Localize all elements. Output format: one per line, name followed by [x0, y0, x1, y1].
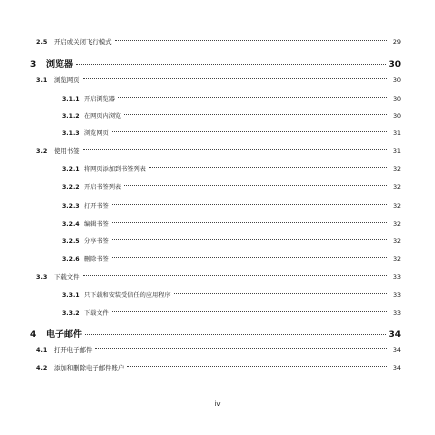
- toc-entry-number: 4.2: [36, 364, 48, 372]
- toc-entry[interactable]: [62, 219, 401, 228]
- toc-entry-title: 浏览器: [46, 60, 74, 70]
- dot-leader: [83, 78, 387, 79]
- toc-entry-number: 3.1: [36, 76, 48, 84]
- toc-entry[interactable]: [30, 327, 401, 340]
- toc-entry-title: 开启浏览器: [84, 96, 115, 103]
- dot-leader: [124, 114, 387, 115]
- toc-entry-page: 34: [392, 346, 401, 354]
- toc-entry-page: 30: [393, 113, 401, 120]
- toc-entry[interactable]: [30, 57, 401, 70]
- dot-leader: [124, 185, 387, 186]
- toc-entry-number: 3.3.2: [62, 310, 80, 317]
- toc-entry[interactable]: [36, 75, 401, 84]
- toc-entry-title: 浏览网页: [84, 130, 109, 137]
- toc-entry-title: 开启书签列表: [84, 184, 122, 191]
- toc-entry-title: 在网页内浏览: [84, 113, 122, 120]
- toc-entry-title: 删除书签: [84, 256, 109, 263]
- toc-entry[interactable]: [36, 345, 401, 354]
- toc-entry-number: 3.2.6: [62, 256, 80, 263]
- toc-entry-title: 电子邮件: [46, 330, 83, 340]
- toc-entry[interactable]: [62, 94, 401, 103]
- toc-entry-page: 30: [388, 60, 401, 70]
- toc-entry-title: 浏览网页: [54, 76, 80, 84]
- toc-entry[interactable]: [62, 182, 401, 191]
- dot-leader: [112, 131, 387, 132]
- toc-entry-number: 3.2.3: [62, 203, 80, 210]
- toc-entry[interactable]: [62, 290, 401, 299]
- toc-entry-page: 32: [393, 166, 401, 173]
- toc-entry-page: 32: [393, 184, 401, 191]
- toc-entry-page: 33: [393, 292, 401, 299]
- toc-entry[interactable]: [36, 363, 401, 372]
- toc-entry-title: 下载文件: [84, 310, 109, 317]
- toc-entry-title: 开启或关闭飞行模式: [54, 38, 112, 46]
- toc-entry-title: 将网页添加到书签列表: [84, 166, 146, 173]
- toc-entry-page: 33: [393, 310, 401, 317]
- toc-entry-title: 编辑书签: [84, 221, 109, 228]
- dot-leader: [118, 97, 387, 98]
- toc-entry-number: 3.2: [36, 147, 48, 155]
- toc-entry[interactable]: [62, 201, 401, 210]
- dot-leader: [95, 348, 387, 349]
- toc-entry-title: 使用书签: [54, 147, 80, 155]
- dot-leader: [149, 167, 387, 168]
- dot-leader: [112, 239, 387, 240]
- toc-entry[interactable]: [36, 272, 401, 281]
- toc-entry-number: 3.2.4: [62, 221, 80, 228]
- toc-entry[interactable]: [36, 146, 401, 155]
- page-number: iv: [214, 400, 221, 408]
- toc-entry-page: 29: [392, 38, 401, 46]
- toc-entry[interactable]: [62, 236, 401, 245]
- toc-entry[interactable]: [62, 254, 401, 263]
- toc-entry-title: 添加和删除电子邮件账户: [54, 364, 125, 372]
- dot-leader: [112, 204, 387, 205]
- toc-entry-page: 32: [393, 256, 401, 263]
- toc-entry[interactable]: [62, 111, 401, 120]
- dot-leader: [174, 293, 387, 294]
- toc-entry-page: 30: [392, 76, 401, 84]
- toc-entry-number: 3.3.1: [62, 292, 80, 299]
- toc-entry-number: 3.1.2: [62, 113, 80, 120]
- toc-entry-page: 32: [393, 238, 401, 245]
- toc-entry-title: 打开书签: [84, 203, 109, 210]
- toc-entry-number: 4: [30, 330, 37, 340]
- toc-entry-number: 3.2.2: [62, 184, 80, 191]
- toc-entry-page: 30: [393, 96, 401, 103]
- toc-entry-title: 分享书签: [84, 238, 109, 245]
- dot-leader: [127, 366, 387, 367]
- toc-entry-number: 3.1.1: [62, 96, 80, 103]
- toc-entry-page: 34: [392, 364, 401, 372]
- toc-entry-number: 3.1.3: [62, 130, 80, 137]
- dot-leader: [112, 311, 387, 312]
- dot-leader: [112, 222, 387, 223]
- toc-entry-title: 下载文件: [54, 273, 80, 281]
- toc-entry-page: 31: [392, 147, 401, 155]
- toc-entry-number: 4.1: [36, 346, 48, 354]
- toc-entry-page: 31: [393, 130, 401, 137]
- toc-entry-number: 3.2.1: [62, 166, 80, 173]
- toc-entry-number: 3: [30, 60, 37, 70]
- toc-entry[interactable]: [62, 164, 401, 173]
- toc-entry[interactable]: [36, 37, 401, 46]
- toc-entry-page: 32: [393, 221, 401, 228]
- toc-entry-number: 3.2.5: [62, 238, 80, 245]
- toc-entry-page: 34: [388, 330, 401, 340]
- toc-entry-page: 32: [393, 203, 401, 210]
- dot-leader: [112, 257, 387, 258]
- toc-entry-title: 打开电子邮件: [54, 346, 93, 354]
- dot-leader: [83, 275, 387, 276]
- toc-entry-number: 2.5: [36, 38, 48, 46]
- dot-leader: [115, 40, 387, 41]
- dot-leader: [76, 64, 386, 65]
- toc-entry[interactable]: [62, 308, 401, 317]
- dot-leader: [83, 149, 387, 150]
- dot-leader: [85, 334, 386, 335]
- toc-entry-page: 33: [392, 273, 401, 281]
- toc-entry-number: 3.3: [36, 273, 48, 281]
- toc-entry-title: 只下载和安装受信任的应用程序: [84, 292, 171, 299]
- toc-entry[interactable]: [62, 128, 401, 137]
